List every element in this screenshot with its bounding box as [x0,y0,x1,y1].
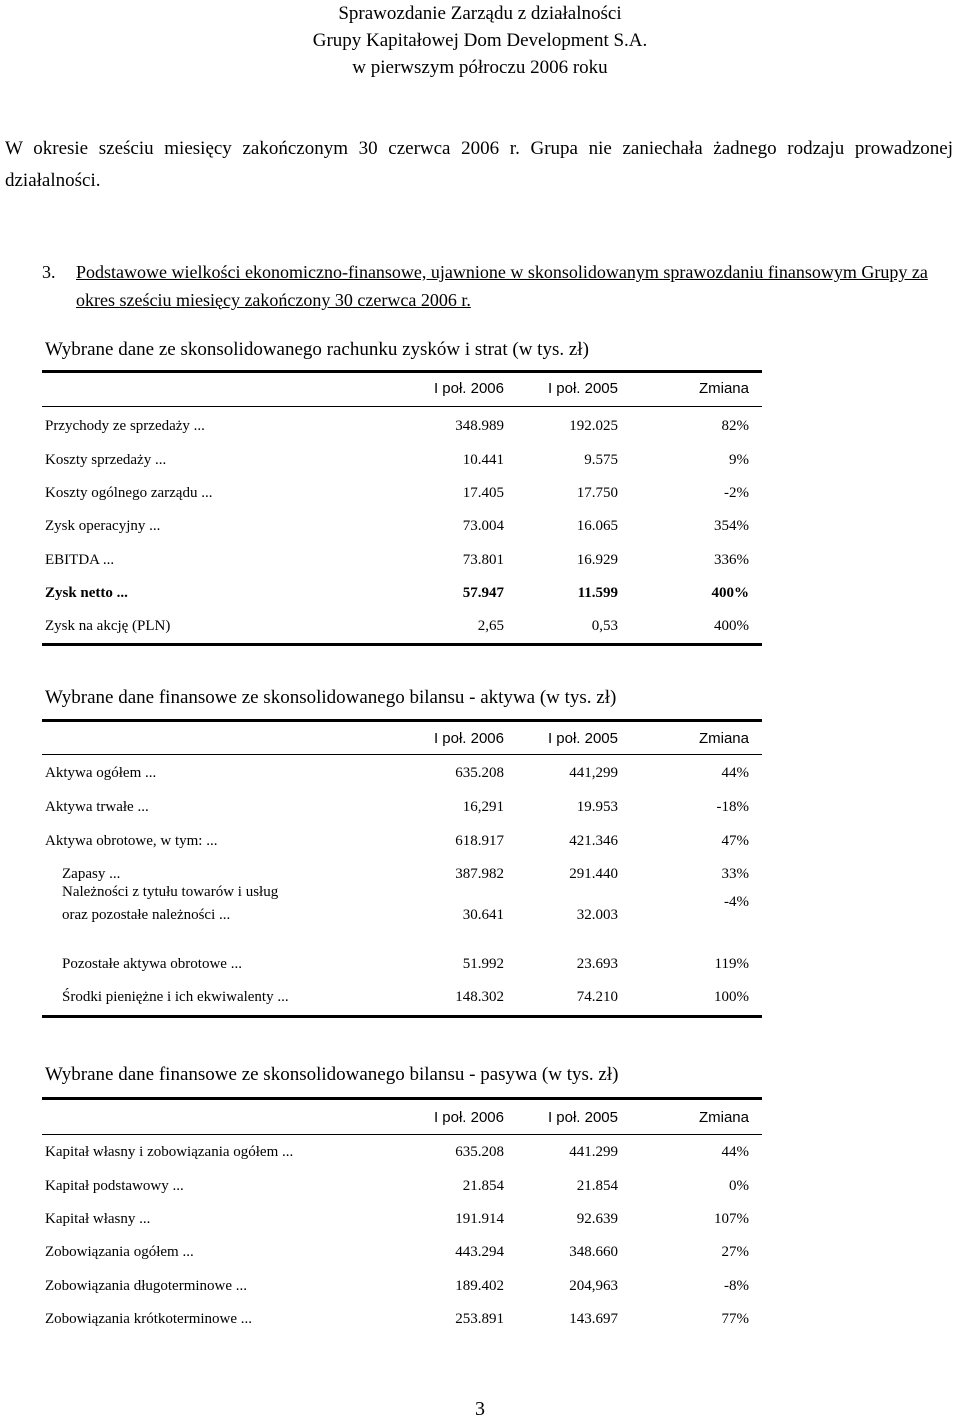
value-change: 77% [721,1311,749,1327]
value-change: 100% [714,989,749,1005]
value-2005: 17.750 [576,485,618,501]
header-line-3: w pierwszym półroczu 2006 roku [352,57,608,78]
value-2005: 291.440 [569,866,618,882]
table-row [42,482,762,504]
section-number: 3. [42,262,56,282]
value-2006: 73.004 [462,518,504,534]
value-2006: 191.914 [455,1211,504,1227]
row-label: Aktywa obrotowe, w tym: ... [45,833,218,849]
row-label: Koszty ogólnego zarządu ... [45,485,213,501]
row-label: Kapitał własny i zobowiązania ogółem ... [45,1144,294,1160]
value-change: 400% [714,618,749,634]
column-header: I poł. 2005 [547,1109,618,1126]
value-2005: 32.003 [576,907,618,923]
value-2005: 19.953 [576,799,618,815]
table-row [42,1175,762,1197]
row-label: Kapitał własny ... [45,1211,151,1227]
value-change: 400% [711,585,749,601]
row-label: Aktywa trwałe ... [45,799,149,815]
value-2005: 92.639 [576,1211,618,1227]
table-bottom-rule [42,1015,762,1018]
table-row [42,1275,762,1297]
table-row [42,1308,762,1330]
row-label: Zysk operacyjny ... [45,518,161,534]
row-label: Pozostałe aktywa obrotowe ... [62,956,242,972]
value-2006: 635.208 [455,1144,504,1160]
column-header: I poł. 2006 [433,380,504,397]
value-2005: 21.854 [576,1178,618,1194]
table-row [42,953,762,975]
value-change: 0% [729,1178,749,1194]
table-top-rule [42,1097,762,1100]
table-header-row [42,728,762,750]
table-row [42,1208,762,1230]
value-2005: 9.575 [584,452,618,468]
value-change: 47% [721,833,749,849]
value-2005: 16.065 [576,518,618,534]
column-header: I poł. 2005 [547,730,618,747]
column-header: I poł. 2005 [547,380,618,397]
intro-paragraph: W okresie sześciu miesięcy zakończonym 30 czerwca 2006 r. Grupa nie zaniechała żadnego rodzaju prowadzonej działalności. [5,138,953,191]
table-header-row [42,1107,762,1129]
value-change: 82% [721,418,749,434]
value-2006: 57.947 [462,585,504,601]
row-label: Środki pieniężne i ich ekwiwalenty ... [62,989,289,1005]
table-row [42,582,762,604]
table-row [42,515,762,537]
value-change: 336% [714,552,749,568]
row-label-continued: oraz pozostałe należności ... [62,907,231,923]
value-2005: 16.929 [576,552,618,568]
value-change: -4% [724,894,749,910]
value-change: 27% [721,1244,749,1260]
section-title: Podstawowe wielkości ekonomiczno-finansowe, ujawnione w skonsolidowanym sprawozdaniu finansowym Grupy za okres sześciu miesięcy zakończony 30 czerwca 2006 r. [76,262,928,310]
row-label: Kapitał podstawowy ... [45,1178,184,1194]
header-separator [42,754,762,755]
value-2005: 11.599 [577,585,618,601]
row-label: Aktywa ogółem ... [45,765,157,781]
value-2006: 348.989 [455,418,504,434]
value-2006: 148.302 [455,989,504,1005]
value-2006: 21.854 [462,1178,504,1194]
value-change: 9% [729,452,749,468]
row-label: Zobowiązania ogółem ... [45,1244,194,1260]
value-2006: 253.891 [455,1311,504,1327]
table-row [42,796,762,818]
header-separator [42,406,762,407]
value-2005: 421.346 [569,833,618,849]
table-row [42,762,762,784]
value-2006: 189.402 [455,1278,504,1294]
table-title-liabilities: Wybrane dane finansowe ze skonsolidowanego bilansu - pasywa (w tys. zł) [45,1064,619,1085]
value-change: 107% [714,1211,749,1227]
row-label: Należności z tytułu towarów i usług [62,884,279,900]
column-header: Zmiana [698,1109,749,1126]
table-row [42,884,762,930]
value-2005: 23.693 [576,956,618,972]
page-number: 3 [475,1398,485,1420]
table-top-rule [42,719,762,722]
table-title-income: Wybrane dane ze skonsolidowanego rachunku zysków i strat (w tys. zł) [45,339,589,360]
column-header: Zmiana [698,730,749,747]
value-2006: 443.294 [455,1244,504,1260]
column-header: I poł. 2006 [433,730,504,747]
row-label: Zobowiązania długoterminowe ... [45,1278,248,1294]
table-title-assets: Wybrane dane finansowe ze skonsolidowanego bilansu - aktywa (w tys. zł) [45,687,617,708]
table-row [42,549,762,571]
value-2005: 143.697 [569,1311,618,1327]
header-line-2: Grupy Kapitałowej Dom Development S.A. [312,30,648,51]
column-header: Zmiana [698,380,749,397]
row-label: Zapasy ... [62,866,121,882]
table-top-rule [42,370,762,373]
row-label: Przychody ze sprzedaży ... [45,418,205,434]
value-change: -8% [724,1278,749,1294]
value-2006: 635.208 [455,765,504,781]
header-line-1: Sprawozdanie Zarządu z działalności [338,3,622,24]
value-2005: 192.025 [569,418,618,434]
table-row [42,863,762,885]
value-2006: 17.405 [462,485,504,501]
row-label: Zysk netto ... [45,585,128,601]
value-2005: 441.299 [569,1144,618,1160]
table-row [42,1141,762,1163]
value-change: -18% [716,799,749,815]
row-label: Zobowiązania krótkoterminowe ... [45,1311,253,1327]
table-row [42,986,762,1008]
value-2006: 73.801 [462,552,504,568]
value-2005: 441,299 [569,765,618,781]
value-2006: 30.641 [462,907,504,923]
value-change: 44% [721,1144,749,1160]
value-2005: 204,963 [569,1278,618,1294]
table-bottom-rule [42,643,762,646]
value-2005: 0,53 [591,618,618,634]
column-header: I poł. 2006 [433,1109,504,1126]
value-2006: 51.992 [462,956,504,972]
section-heading [42,258,954,314]
table-row [42,830,762,852]
value-2005: 74.210 [576,989,618,1005]
value-2006: 10.441 [462,452,504,468]
table-header-row [42,378,762,400]
header-separator [42,1134,762,1135]
value-2006: 2,65 [477,618,504,634]
value-2006: 387.982 [455,866,504,882]
value-change: -2% [724,485,749,501]
row-label: EBITDA ... [45,552,115,568]
table-row [42,1241,762,1263]
value-change: 354% [714,518,749,534]
value-2006: 618.917 [455,833,504,849]
value-change: 33% [721,866,749,882]
value-2005: 348.660 [569,1244,618,1260]
table-row [42,415,762,437]
table-row [42,615,762,637]
value-change: 119% [714,956,749,972]
row-label: Koszty sprzedaży ... [45,452,167,468]
document-header [0,0,960,81]
table-row [42,449,762,471]
value-change: 44% [721,765,749,781]
value-2006: 16,291 [462,799,504,815]
row-label: Zysk na akcję (PLN) [45,618,171,634]
